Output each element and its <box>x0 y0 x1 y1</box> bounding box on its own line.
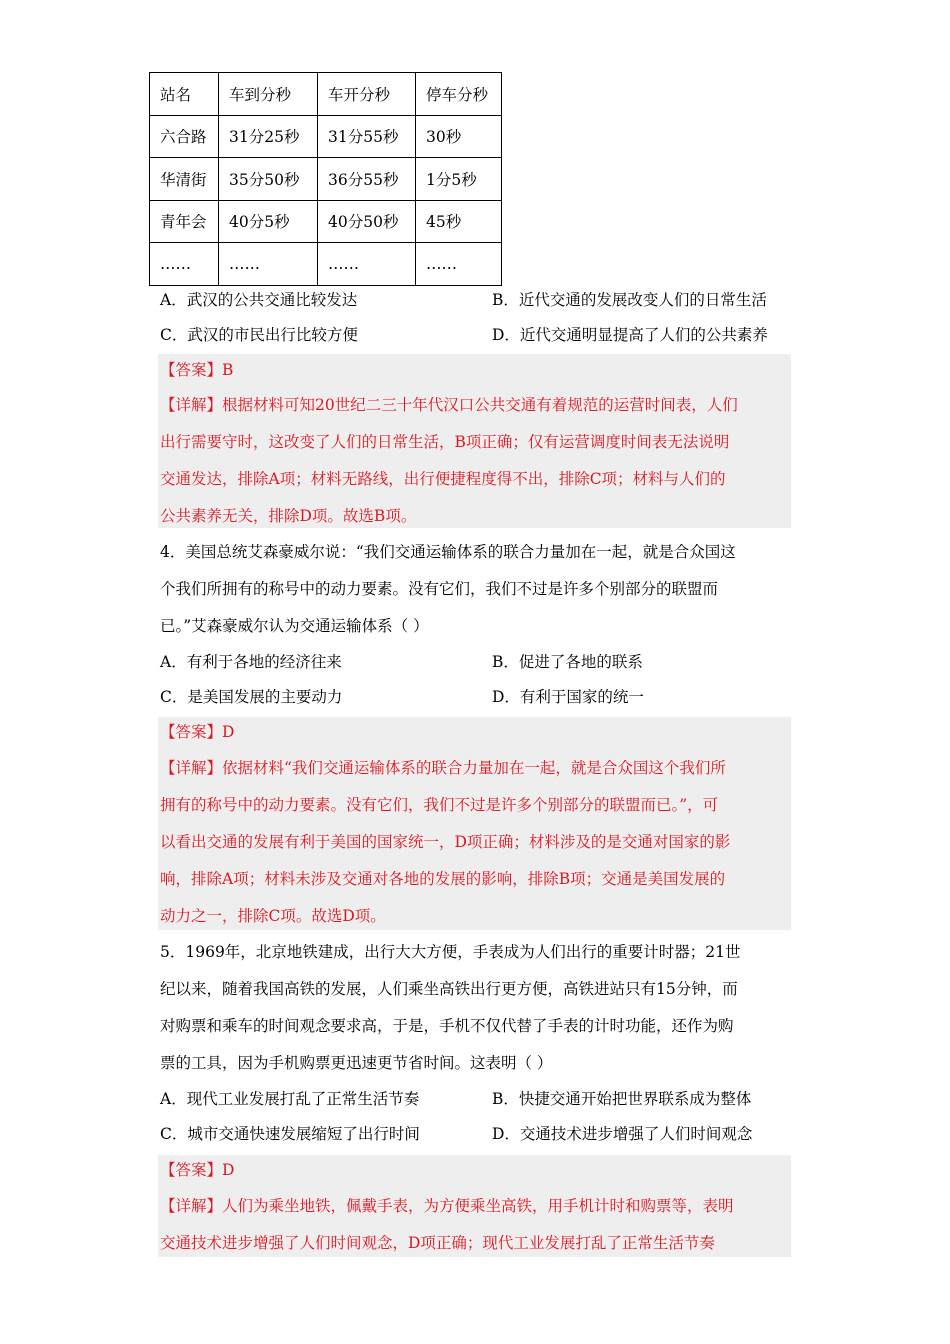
table-cell: 31分55秒 <box>318 115 416 158</box>
table-cell: 六合路 <box>150 115 219 158</box>
table-cell: …… <box>416 243 502 286</box>
table-row <box>150 158 502 201</box>
q5-detail-line: 交通技术进步增强了人们时间观念，D项正确；现代工业发展打乱了正常生活节奏 <box>160 1234 715 1252</box>
q5-detail-line: 【详解】人们为乘坐地铁，佩戴手表，为方便乘坐高铁，用手机计时和购票等，表明 <box>160 1197 734 1215</box>
table-header-row <box>150 73 502 116</box>
q5-option-a: A．现代工业发展打乱了正常生活节奏 <box>160 1090 420 1108</box>
q4-answer: 【答案】D <box>160 723 235 741</box>
table-header-cell: 停车分秒 <box>416 73 502 116</box>
table-row <box>150 115 502 158</box>
q4-stem-line: 4．美国总统艾森豪威尔说：“我们交通运输体系的联合力量加在一起，就是合众国这 <box>160 543 736 561</box>
q3-option-d: D．近代交通明显提高了人们的公共素养 <box>492 326 768 344</box>
table-cell: 36分55秒 <box>318 158 416 201</box>
table-cell: 40分50秒 <box>318 200 416 243</box>
table-cell: 青年会 <box>150 200 219 243</box>
q4-detail-line: 以看出交通的发展有利于美国的国家统一，D项正确；材料涉及的是交通对国家的影 <box>160 833 731 851</box>
q4-stem-line: 个我们所拥有的称号中的动力要素。没有它们，我们不过是许多个别部分的联盟而 <box>160 580 719 598</box>
table-cell: 31分25秒 <box>219 115 318 158</box>
table-cell: …… <box>219 243 318 286</box>
table-cell: 40分5秒 <box>219 200 318 243</box>
q3-option-a: A．武汉的公共交通比较发达 <box>160 291 358 309</box>
q4-detail-line: 【详解】依据材料“我们交通运输体系的联合力量加在一起，就是合众国这个我们所 <box>160 759 726 777</box>
q3-option-b: B．近代交通的发展改变人们的日常生活 <box>492 291 767 309</box>
table-header-cell: 车到分秒 <box>219 73 318 116</box>
table-cell: 35分50秒 <box>219 158 318 201</box>
q4-detail-line: 动力之一，排除C项。故选D项。 <box>160 907 386 925</box>
q4-stem-line: 已。”艾森豪威尔认为交通运输体系（ ） <box>160 617 429 635</box>
table-header-cell: 站名 <box>150 73 219 116</box>
q3-answer: 【答案】B <box>160 361 234 379</box>
q5-stem-line: 5．1969年，北京地铁建成，出行大大方便，手表成为人们出行的重要计时器；21世 <box>160 943 741 961</box>
q4-detail-line: 拥有的称号中的动力要素。没有它们，我们不过是许多个别部分的联盟而已。”，可 <box>160 796 719 814</box>
q5-answer: 【答案】D <box>160 1161 235 1179</box>
table-cell: 30秒 <box>416 115 502 158</box>
q4-option-c: C．是美国发展的主要动力 <box>160 688 343 706</box>
table-cell: 45秒 <box>416 200 502 243</box>
q5-answer-block <box>158 1155 791 1257</box>
q4-option-b: B．促进了各地的联系 <box>492 653 643 671</box>
q5-option-d: D．交通技术进步增强了人们时间观念 <box>492 1125 753 1143</box>
q3-answer-block <box>158 354 791 528</box>
q3-detail-line: 公共素养无关，排除D项。故选B项。 <box>160 507 417 525</box>
q4-option-a: A．有利于各地的经济往来 <box>160 653 342 671</box>
table-cell: …… <box>318 243 416 286</box>
table-row <box>150 243 502 286</box>
q5-stem-line: 票的工具，因为手机购票更迅速更节省时间。这表明（ ） <box>160 1054 553 1072</box>
q4-option-d: D．有利于国家的统一 <box>492 688 644 706</box>
q5-stem-line: 纪以来，随着我国高铁的发展，人们乘坐高铁出行更方便，高铁进站只有15分钟，而 <box>160 980 738 998</box>
q3-detail-line: 出行需要守时，这改变了人们的日常生活，B项正确；仅有运营调度时间表无法说明 <box>160 433 730 451</box>
table-cell: …… <box>150 243 219 286</box>
q3-option-c: C．武汉的市民出行比较方便 <box>160 326 358 344</box>
q3-detail-line: 【详解】根据材料可知20世纪二三十年代汉口公共交通有着规范的运营时间表，人们 <box>160 396 738 414</box>
q4-answer-block <box>158 717 791 930</box>
q4-detail-line: 响，排除A项；材料未涉及交通对各地的发展的影响，排除B项；交通是美国发展的 <box>160 870 726 888</box>
q5-option-b: B．快捷交通开始把世界联系成为整体 <box>492 1090 752 1108</box>
timetable <box>149 72 502 286</box>
q5-stem-line: 对购票和乘车的时间观念要求高，于是，手机不仅代替了手表的计时功能，还作为购 <box>160 1017 734 1035</box>
table-cell: 华清街 <box>150 158 219 201</box>
q5-option-c: C．城市交通快速发展缩短了出行时间 <box>160 1125 420 1143</box>
table-header-cell: 车开分秒 <box>318 73 416 116</box>
table-row <box>150 200 502 243</box>
q3-detail-line: 交通发达，排除A项；材料无路线，出行便捷程度得不出，排除C项；材料与人们的 <box>160 470 726 488</box>
table-cell: 1分5秒 <box>416 158 502 201</box>
